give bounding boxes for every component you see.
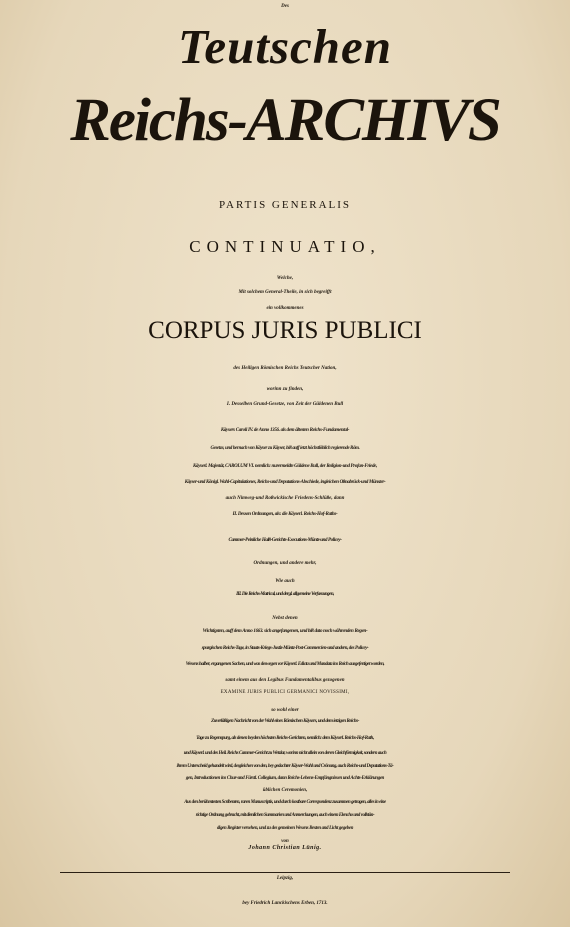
subtitle-partis-generalis: PARTIS GENERALIS [218,199,352,211]
part2-line2: Cammer-Peinliche Halß-Gerichts-Executions-Müntz-und Policey- [228,538,342,543]
divider-rule [60,872,510,873]
mit-solchem-line: Mit solchem General-Theile, in sich begreifft [238,290,332,295]
body-line6: üblichen Ceremonien, [262,788,308,793]
part3-line8: so wohl einer [271,708,299,713]
part3-line4: spurgischen Reichs-Tage, in Staats-Kriegs-Justiz-Müntz-Post-Commercien-und andern, des Policey- [201,646,369,651]
part1-line6: auch Nimweg-und Roßwickische Friedens-Schlüße, dann [225,496,345,501]
part1-line4: Käyserl. Majestät, CAROLUM VI. nemlich: nurermeldte Güldene Bull, der Religion-und Profan-Friede, [193,464,377,469]
part3-line5: Wesens halber, ergangenen Sachen, und was deswegen vor Käyserl. Edicta und Mandata ins Reich ausgefertiget worden, [185,662,385,667]
title-des: Des [281,4,289,9]
title-reichs-archivs: Reichs-ARCHIVS [70,87,500,154]
welche-line: Welche, [276,276,294,281]
part3-line1: III. Die Reichs-Matricul, und dergl. allgemeine Verfassungen, [236,592,334,597]
body-line1: Zuverläßigen Nachricht von der Wahl eines Römischen Käysers, und dem ietzigen Reichs- [211,719,359,724]
part3-line2: Nebst denen [272,616,298,621]
part1-line5: Käyser-und Königl. Wahl-Capitulationes, Reichs-und Deputations-Abschiede, ingleichen Oßnabrück-und Münster- [184,480,386,485]
part1-line3: Gesetze, und hernach von Käyser zu Käyser, biß auff ietzt höchstlöblich regierende Röm. [210,446,360,451]
part2-line1: II. Dessen Ordnungen, als: die Käyserl. Reichs-Hof-Raths- [232,512,338,517]
part3-line7-examine: EXAMINE JURIS PUBLICI GERMANICI NOVISSIMI, [220,690,350,695]
part3-line6: samt einem aus den Legibus Fundamentalibus gezogenen [225,678,345,683]
body-line10-von: von [281,839,289,844]
part2-line4: Wie auch [275,579,295,584]
corpus-juris-publici-heading: CORPUS JURIS PUBLICI [148,317,422,344]
ein-vollkommenes-line: ein vollkommenes [266,306,304,311]
imprint-place: Leipzig, [276,876,294,881]
author-name: Johann Christian Lünig. [248,845,322,851]
subtitle-continuatio: CONTINUATIO, [189,237,381,256]
body-line4: ihrem Unterscheid gehandelt wird, desgleichen von den, bey gedachter Käyser-Wahl und Crönung, auch Reichs-und Deputations-Tä- [176,764,394,769]
body-line8: richtige Ordnung gebracht, mit dienlichen Summarien und Anmerckungen, auch einem Elencho und vollstän- [195,813,375,818]
part2-line3: Ordnungen, und andere mehr, [253,561,317,566]
body-line2: Tage zu Regenspurg, als denen beyden höchsten Reichs-Gerichten, nemlich: dem Käyserl. Reichs-Hof-Rath, [196,736,374,741]
imprint-publisher: bey Friedrich Lanckischens Erben, 1713. [242,901,328,906]
worinn-line: worinn zu finden, [266,387,304,392]
body-line7: Aus den berühmtesten Scribenten, raren Manuscriptis, und durch kostbare Correspondenz zusammen getragen, alles in eine [184,800,386,805]
body-line9: digen Register versehen, und zu des gemeinen Wesens Besten and Licht gegeben [216,826,354,831]
des-heiligen-line: des Heiligen Römischen Reichs Teutscher Nation, [233,366,337,371]
title-teutschen: Teutschen [177,19,393,74]
part1-line2: Käysers Caroli IV. de Anno 1356. als dem ältesten Reichs-Fundamental- [220,428,350,433]
body-line3: und Käyserl. und des Heil. Reichs Cammer-Gericht zu Wetzlar, worinn nicht allein von deren Gleichförmigkeit, sondern auch [183,751,387,756]
body-line5: gen, Introductionen ins Chur-und Fürstl. Collegium, dann Reichs-Lehens-Empfängnissen und Achts-Erklärungen [185,776,385,781]
part3-line3: Wichtigsten, auff dem Anno 1663. sich angefangenen, und biß dato noch währenden Regen- [202,629,368,634]
part1-line1: I. Desselben Grund-Gesetze, von Zeit der Güldenen Bull [226,402,344,407]
